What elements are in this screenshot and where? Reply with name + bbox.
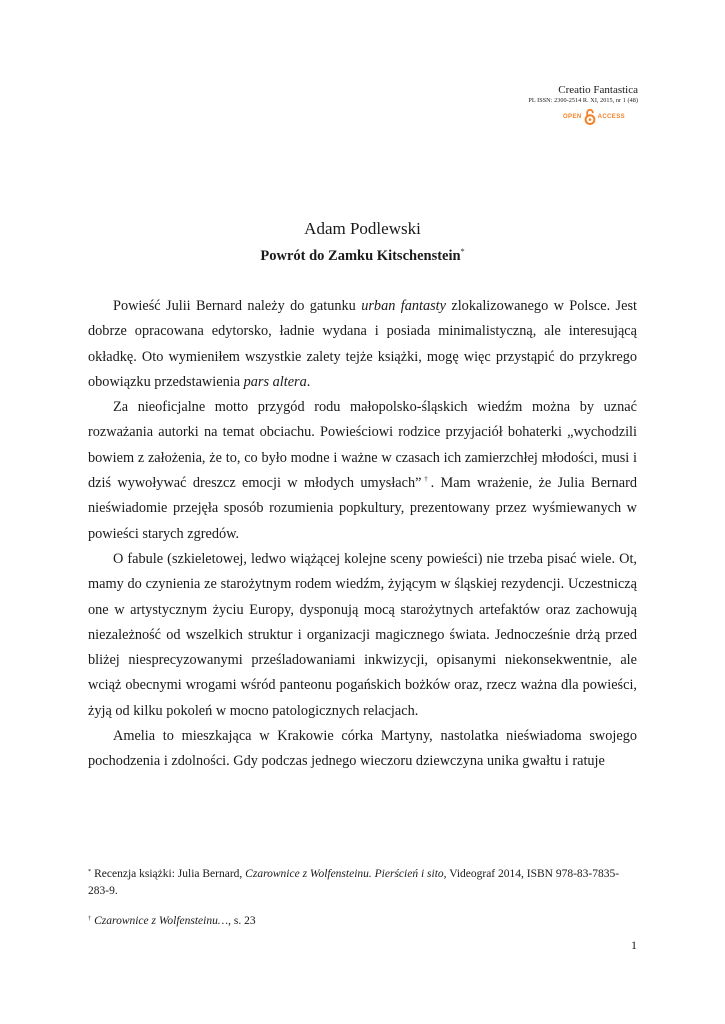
paragraph-2 xyxy=(88,395,637,547)
journal-header xyxy=(418,84,638,125)
journal-name: Creatio Fantastica xyxy=(558,84,638,96)
open-access-lock-icon xyxy=(584,108,596,125)
footnote-1 xyxy=(88,866,637,900)
article-title-text: Powrót do Zamku Kitschenstein xyxy=(260,248,461,264)
paragraph-1-text-b: zlokalizowanego w Polsce. Jest dobrze opracowana edytorsko, ładnie wydana i posiada minimalistyczną, ale interesującą okładkę. Oto wymieniłem wszystkie zalety tejże książki, mogę więc przystąpić do przykrego obowiązku przedstawienia xyxy=(88,298,637,390)
footnotes xyxy=(88,866,637,930)
paragraph-2-text-b: . Mam wrażenie, że Julia Bernard nieświadomie przejęła sposób rozumienia popkultury, prezentowany przez wyśmiewanych w powieści starych zgredów. xyxy=(88,475,637,542)
open-access-label-right: ACCESS xyxy=(597,113,625,120)
footnote-1-mark: * xyxy=(88,868,92,875)
paragraph-2-text-a: Za nieoficjalne motto przygód rodu małopolsko-śląskich wiedźm można by uznać rozważania autorki na temat obciachu. Powieściowi rodzice przyjaciół bohaterki „wychodzili bowiem z założenia, że to, co było modne i ważne w czasach ich zamierzchłej młodości, musi i dziś wywoływać dreszcz emocji w młodych umysłach” xyxy=(88,399,637,492)
footnote-1-italic: Czarownice z Wolfensteinu. Pierścień i sito xyxy=(245,868,444,880)
paragraph-3: O fabule (szkieletowej, ledwo wiążącej kolejne sceny powieści) nie trzeba pisać wiele. Ot, mamy do czynienia ze starożytnym rodem wiedźm, żyjącym w śląskiej rezydencji. Uczestniczą one w artystycznym życiu Europy, dysponują mocą starożytnych artefaktów oraz zachowują niezależność od wszelkich struktur i organizacji magicznego świata. Jednocześnie drżą przed bliżej niesprecyzowanymi prześladowaniami inkwizycji, opisanymi niekonsekwentnie, ale wciąż obecnymi wrogami wśród panteonu pogańskich bożków oraz, rzecz ważna dla powieści, żyją od kilku pokoleń w mocno patologicznych relacjach. xyxy=(88,550,637,719)
article-author: Adam Podlewski xyxy=(304,219,421,238)
paragraph-1-text-a: Powieść Julii Bernard należy do gatunku xyxy=(113,298,362,314)
article-title xyxy=(0,247,725,265)
footnote-2-italic: Czarownice z Wolfensteinu… xyxy=(91,915,229,927)
footnote-1-text-b: , Videograf 2014, ISBN 978-83-7835-283-9. xyxy=(88,868,620,897)
paragraph-2-footnote-mark[interactable]: † xyxy=(421,475,431,484)
journal-issn: PL ISSN: 2300-2514 R. XI, 2015, nr 1 (48) xyxy=(528,97,638,104)
paragraph-1-italic-b: pars altera xyxy=(243,373,307,390)
page-number: 1 xyxy=(631,938,637,952)
footnote-2-text: , s. 23 xyxy=(228,915,256,927)
paragraph-4: Amelia to mieszkająca w Krakowie córka Martyny, nastolatka nieświadoma swojego pochodzenia i zdolności. Gdy podczas jednego wieczoru dziewczyna unika gwałtu i ratuje xyxy=(88,728,637,770)
footnote-2-mark: † xyxy=(88,915,92,922)
open-access-label-left: OPEN xyxy=(562,113,582,120)
footnote-1-text-a: Recenzja książki: Julia Bernard, xyxy=(91,868,246,880)
paragraph-1-text-c: . xyxy=(306,373,311,390)
open-access-badge[interactable] xyxy=(418,108,625,125)
paragraph-1-italic-a: urban fantasty xyxy=(361,298,446,314)
footnote-2 xyxy=(88,913,637,930)
title-footnote-mark[interactable]: * xyxy=(460,247,465,256)
article-body xyxy=(88,294,637,775)
paragraph-1 xyxy=(88,294,637,395)
